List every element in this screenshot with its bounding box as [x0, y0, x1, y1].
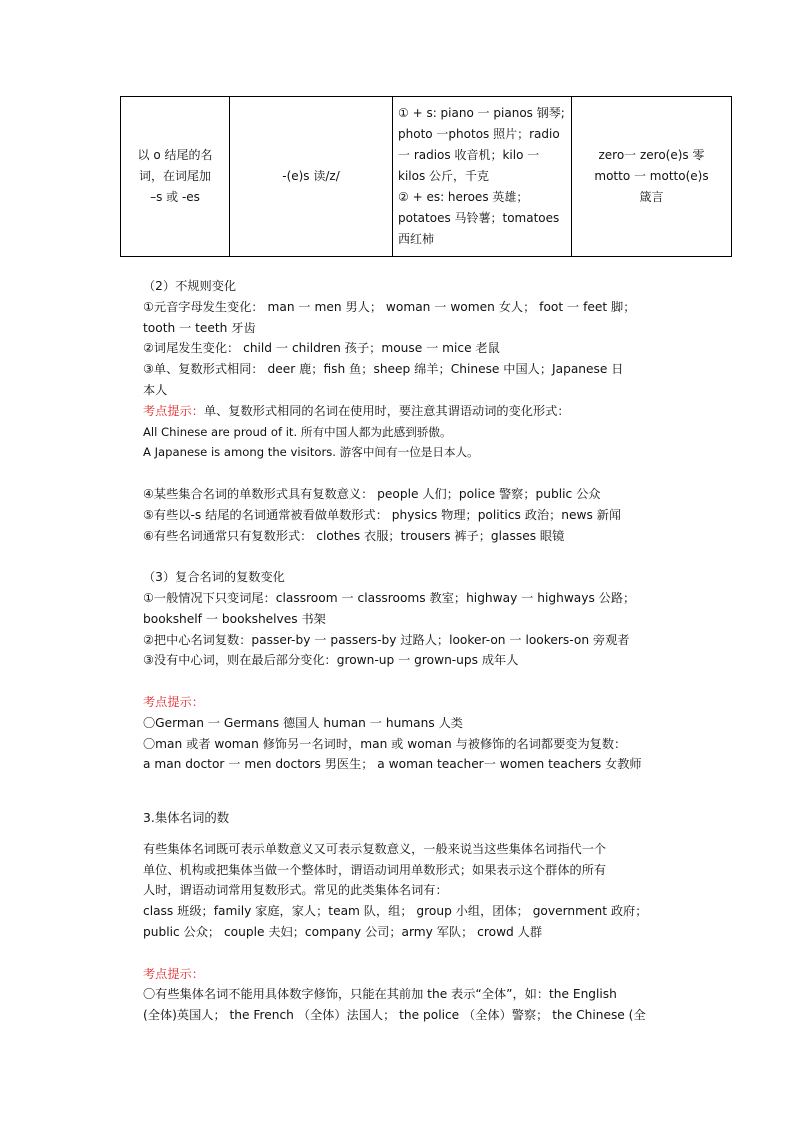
rule-item: ②把中心名词复数：passer-by 一 passers-by 过路人；looker-on 一 lookers-on 旁观者 [143, 632, 630, 647]
paragraph-line: public 公众； couple 夫妇；company 公司；army 军队； crowd 人群 [143, 924, 543, 939]
tip-label: 考点提示： [143, 403, 204, 418]
example-sentence: A Japanese is among the visitors. 游客中间有一位是日本人。 [143, 445, 479, 460]
exceptions-cell [572, 97, 732, 257]
rule-item: ①元音字母发生变化： man 一 men 男人； woman 一 women 女人； foot 一 feet 脚； [143, 299, 636, 314]
rule-item: ②词尾发生变化： child 一 children 孩子；mouse 一 mice 老鼠 [143, 341, 500, 356]
tip-item: 〇man 或者 woman 修饰另一名词时，man 或 woman 与被修饰的名词都要变为复数： [143, 736, 627, 751]
rule-line: 以 o 结尾的名 [137, 148, 213, 162]
rule-item: ③单、复数形式相同： deer 鹿；fish 鱼；sheep 绵羊；Chinese 中国人；Japanese 日 [143, 362, 624, 377]
examples-cell [393, 97, 572, 257]
rule-item: ③没有中心词，则在最后部分变化：grown-up 一 grown-ups 成年人 [143, 653, 519, 668]
example-line: ② + es: heroes 英雄； [398, 190, 529, 204]
tip-text: 单、复数形式相同的名词在使用时，要注意其谓语动词的变化形式： [203, 403, 570, 418]
example-line: kilos 公斤，千克 [398, 169, 490, 183]
rule-item: bookshelf 一 bookshelves 书架 [143, 611, 326, 626]
rule-item: 本人 [143, 382, 168, 397]
tip-item: 〇有些集体名词不能用具体数字修饰，只能在其前加 the 表示“全体”，如：the English [143, 987, 617, 1002]
section-heading: 3.集体名词的数 [143, 809, 230, 825]
rule-cell [121, 97, 230, 257]
rule-item: ⑥有些名词通常只有复数形式： clothes 衣服；trousers 裤子；glasses 眼镜 [143, 528, 565, 543]
example-line: 西红柿 [398, 232, 435, 246]
tip-item: (全体)英国人； the French （全体）法国人； the police （全体）警察； the Chinese (全 [143, 1008, 646, 1023]
exception-line: 箴言 [639, 190, 664, 204]
tip-line [143, 401, 683, 422]
paragraph-line: 有些集体名词既可表示单数意义又可表示复数意义，一般来说当这些集体名词指代一个 [143, 841, 607, 856]
paragraph-line: class 班级；family 家庭，家人；team 队，组； group 小组，团体； government 政府； [143, 904, 648, 919]
rule-line: –s 或 -es [150, 190, 200, 204]
rule-item: tooth 一 teeth 牙齿 [143, 320, 256, 335]
exception-line: motto 一 motto(e)s [594, 169, 709, 183]
paragraph-line: 单位、机构或把集体当做一个整体时，谓语动词用单数形式；如果表示这个群体的所有 [143, 862, 607, 877]
plural-rules-table [120, 96, 732, 257]
rule-line: 词，在词尾加 [138, 169, 211, 183]
rule-item: ⑤有些以-s 结尾的名词通常被看做单数形式： physics 物理；politics 政治；news 新闻 [143, 507, 622, 522]
example-line: ① + s: piano 一 pianos 钢琴; [398, 106, 565, 120]
example-line: 一 radios 收音机；kilo 一 [398, 148, 540, 162]
section-heading: （2）不规则变化 [143, 279, 237, 293]
rule-item: ④某些集合名词的单数形式具有复数意义： people 人们；police 警察；public 公众 [143, 486, 601, 501]
tip-item: a man doctor 一 men doctors 男医生； a woman teacher一 women teachers 女教师 [143, 757, 642, 772]
tip-label: 考点提示： [143, 694, 204, 709]
tip-label: 考点提示： [143, 966, 204, 981]
tip-item: 〇German 一 Germans 德国人 human 一 humans 人类 [143, 715, 463, 730]
paragraph-line: 人时，谓语动词常用复数形式。常见的此类集体名词有： [143, 883, 448, 898]
document-body [143, 276, 683, 1026]
rule-item: ①一般情况下只变词尾：classroom 一 classrooms 教室；highway 一 highways 公路； [143, 590, 636, 605]
example-line: photo 一photos 照片；radio [398, 127, 560, 141]
exception-line: zero一 zero(e)s 零 [598, 148, 705, 162]
table-row [121, 97, 732, 257]
example-sentence: All Chinese are proud of it. 所有中国人都为此感到骄傲。 [143, 424, 452, 439]
pronunciation-cell: -(e)s 读/z/ [230, 97, 393, 257]
example-line: potatoes 马铃薯；tomatoes [398, 211, 560, 225]
section-heading: （3）复合名词的复数变化 [143, 570, 285, 585]
